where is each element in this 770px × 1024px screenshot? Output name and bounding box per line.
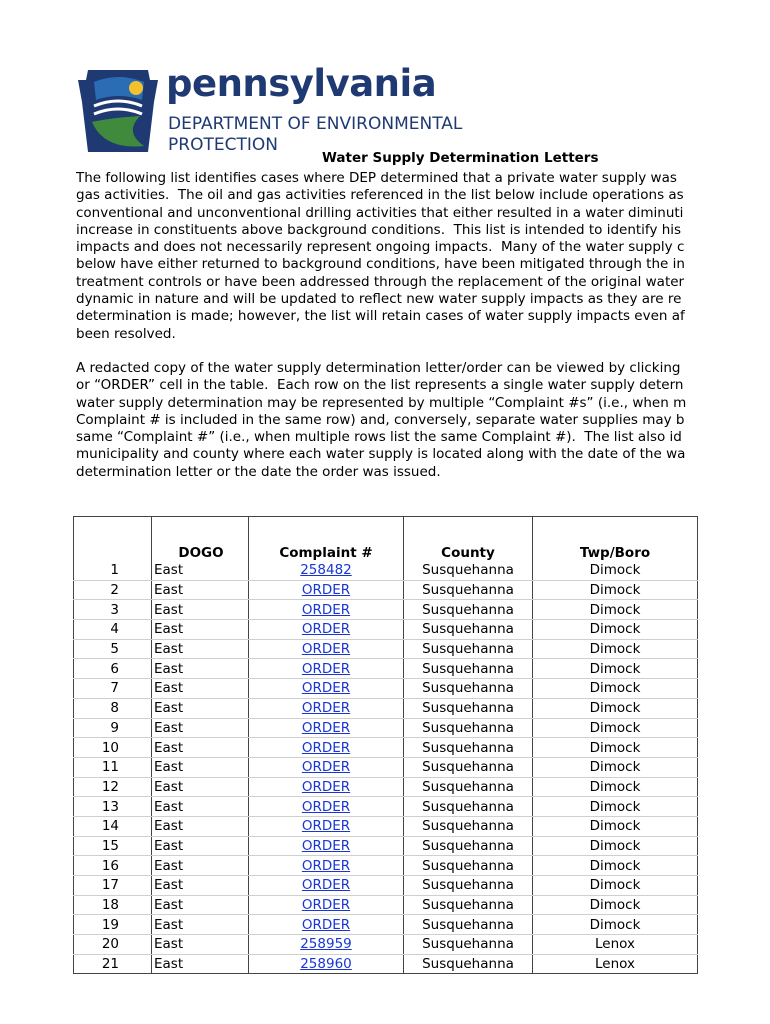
table-row bbox=[74, 600, 698, 620]
dogo-cell: East bbox=[152, 797, 249, 817]
county-cell: Susquehanna bbox=[404, 561, 533, 580]
dogo-cell: East bbox=[152, 679, 249, 699]
county-cell: Susquehanna bbox=[404, 856, 533, 876]
dogo-cell: East bbox=[152, 816, 249, 836]
paragraph-line: water supply determination may be represented by multiple “Complaint #s” (i.e., when m bbox=[76, 394, 687, 411]
table-row bbox=[74, 777, 698, 797]
header-dogo: DOGO bbox=[152, 517, 249, 562]
table-row bbox=[74, 895, 698, 915]
paragraph-line: dynamic in nature and will be updated to reflect new water supply impacts as they are re bbox=[76, 291, 682, 308]
brand-name: pennsylvania bbox=[166, 62, 437, 105]
county-cell: Susquehanna bbox=[404, 659, 533, 679]
row-number: 12 bbox=[74, 777, 152, 797]
county-cell: Susquehanna bbox=[404, 757, 533, 777]
paragraph-line: treatment controls or have been addressed through the replacement of the original water bbox=[76, 273, 685, 290]
county-cell: Susquehanna bbox=[404, 679, 533, 699]
twp-boro-cell: Dimock bbox=[533, 698, 698, 718]
complaint-link[interactable]: 258959 bbox=[300, 936, 352, 953]
complaint-cell bbox=[249, 580, 404, 600]
county-cell: Susquehanna bbox=[404, 698, 533, 718]
table-row bbox=[74, 915, 698, 935]
paragraph-line: impacts and does not necessarily represent ongoing impacts. Many of the water supply c bbox=[76, 239, 685, 256]
twp-boro-cell: Dimock bbox=[533, 659, 698, 679]
paragraph-line: municipality and county where each water supply is located along with the date of the wa bbox=[76, 446, 686, 463]
complaint-cell bbox=[249, 876, 404, 896]
complaint-link[interactable]: ORDER bbox=[301, 759, 351, 776]
header-number bbox=[74, 517, 152, 562]
complaint-cell bbox=[249, 757, 404, 777]
complaint-cell bbox=[249, 639, 404, 659]
complaint-cell bbox=[249, 679, 404, 699]
complaint-link[interactable]: ORDER bbox=[301, 641, 351, 658]
complaint-cell bbox=[249, 895, 404, 915]
complaint-cell bbox=[249, 561, 404, 580]
header-twp-boro: Twp/Boro bbox=[533, 517, 698, 562]
table-row bbox=[74, 718, 698, 738]
complaint-link[interactable]: ORDER bbox=[301, 601, 351, 618]
table-row bbox=[74, 757, 698, 777]
complaint-cell bbox=[249, 797, 404, 817]
row-number: 19 bbox=[74, 915, 152, 935]
complaint-cell bbox=[249, 816, 404, 836]
complaint-cell bbox=[249, 718, 404, 738]
twp-boro-cell: Dimock bbox=[533, 915, 698, 935]
paragraph-line: same “Complaint #” (i.e., when multiple rows list the same Complaint #). The list also id bbox=[76, 429, 682, 446]
dogo-cell: East bbox=[152, 639, 249, 659]
table-row bbox=[74, 856, 698, 876]
dogo-cell: East bbox=[152, 876, 249, 896]
table-row bbox=[74, 816, 698, 836]
county-cell: Susquehanna bbox=[404, 738, 533, 758]
complaint-cell bbox=[249, 777, 404, 797]
document-title: Water Supply Determination Letters bbox=[322, 150, 599, 166]
row-number: 17 bbox=[74, 876, 152, 896]
twp-boro-cell: Lenox bbox=[533, 935, 698, 955]
table-body bbox=[74, 561, 698, 974]
complaint-link[interactable]: ORDER bbox=[301, 837, 351, 854]
paragraph-line: Complaint # is included in the same row) and, conversely, separate water supplies may b bbox=[76, 411, 685, 428]
complaint-link[interactable]: ORDER bbox=[301, 739, 351, 756]
paragraph-line: been resolved. bbox=[76, 325, 176, 342]
county-cell: Susquehanna bbox=[404, 797, 533, 817]
complaint-link[interactable]: ORDER bbox=[301, 916, 351, 933]
complaint-cell bbox=[249, 836, 404, 856]
table-row bbox=[74, 580, 698, 600]
complaint-cell bbox=[249, 856, 404, 876]
row-number: 2 bbox=[74, 580, 152, 600]
paragraph-line: or “ORDER” cell in the table. Each row on the list represents a single water supply detern bbox=[76, 377, 684, 394]
row-number: 10 bbox=[74, 738, 152, 758]
complaint-cell bbox=[249, 620, 404, 640]
twp-boro-cell: Dimock bbox=[533, 738, 698, 758]
complaint-link[interactable]: ORDER bbox=[301, 897, 351, 914]
dogo-cell: East bbox=[152, 718, 249, 738]
table-row bbox=[74, 954, 698, 974]
twp-boro-cell: Dimock bbox=[533, 777, 698, 797]
table-header-row bbox=[74, 517, 698, 562]
complaint-link[interactable]: ORDER bbox=[301, 680, 351, 697]
row-number: 8 bbox=[74, 698, 152, 718]
table-row bbox=[74, 876, 698, 896]
row-number: 7 bbox=[74, 679, 152, 699]
row-number: 13 bbox=[74, 797, 152, 817]
row-number: 20 bbox=[74, 935, 152, 955]
paragraph-line: determination letter or the date the order was issued. bbox=[76, 463, 441, 480]
twp-boro-cell: Dimock bbox=[533, 895, 698, 915]
paragraph-line: conventional and unconventional drilling activities that either resulted in a water diminuti bbox=[76, 204, 684, 221]
complaint-cell bbox=[249, 915, 404, 935]
county-cell: Susquehanna bbox=[404, 816, 533, 836]
county-cell: Susquehanna bbox=[404, 935, 533, 955]
complaint-cell bbox=[249, 935, 404, 955]
county-cell: Susquehanna bbox=[404, 600, 533, 620]
complaint-link[interactable]: ORDER bbox=[301, 582, 351, 599]
dogo-cell: East bbox=[152, 836, 249, 856]
county-cell: Susquehanna bbox=[404, 718, 533, 738]
dogo-cell: East bbox=[152, 915, 249, 935]
county-cell: Susquehanna bbox=[404, 915, 533, 935]
complaint-link[interactable]: 258960 bbox=[300, 956, 352, 973]
county-cell: Susquehanna bbox=[404, 895, 533, 915]
intro-paragraph-2 bbox=[76, 360, 698, 481]
complaint-link[interactable]: ORDER bbox=[301, 818, 351, 835]
intro-paragraph-1 bbox=[76, 170, 698, 343]
twp-boro-cell: Dimock bbox=[533, 561, 698, 580]
county-cell: Susquehanna bbox=[404, 580, 533, 600]
dogo-cell: East bbox=[152, 757, 249, 777]
dogo-cell: East bbox=[152, 698, 249, 718]
dogo-cell: East bbox=[152, 620, 249, 640]
table-row bbox=[74, 561, 698, 580]
complaint-link[interactable]: ORDER bbox=[301, 719, 351, 736]
complaint-link[interactable]: ORDER bbox=[301, 778, 351, 795]
table-row bbox=[74, 738, 698, 758]
twp-boro-cell: Dimock bbox=[533, 639, 698, 659]
county-cell: Susquehanna bbox=[404, 777, 533, 797]
complaint-cell bbox=[249, 698, 404, 718]
dogo-cell: East bbox=[152, 600, 249, 620]
complaint-link[interactable]: 258482 bbox=[300, 562, 352, 579]
twp-boro-cell: Dimock bbox=[533, 797, 698, 817]
twp-boro-cell: Dimock bbox=[533, 600, 698, 620]
table-row bbox=[74, 659, 698, 679]
row-number: 14 bbox=[74, 816, 152, 836]
table-row bbox=[74, 935, 698, 955]
row-number: 11 bbox=[74, 757, 152, 777]
county-cell: Susquehanna bbox=[404, 876, 533, 896]
department-line-2: PROTECTION bbox=[168, 135, 278, 155]
department-line-1: DEPARTMENT OF ENVIRONMENTAL bbox=[168, 114, 463, 134]
dogo-cell: East bbox=[152, 561, 249, 580]
complaint-link[interactable]: ORDER bbox=[301, 857, 351, 874]
complaint-link[interactable]: ORDER bbox=[301, 621, 351, 638]
dogo-cell: East bbox=[152, 856, 249, 876]
twp-boro-cell: Dimock bbox=[533, 856, 698, 876]
complaint-cell bbox=[249, 600, 404, 620]
dogo-cell: East bbox=[152, 738, 249, 758]
dogo-cell: East bbox=[152, 580, 249, 600]
row-number: 15 bbox=[74, 836, 152, 856]
row-number: 5 bbox=[74, 639, 152, 659]
paragraph-line: The following list identifies cases where DEP determined that a private water supply was bbox=[76, 170, 677, 186]
dogo-cell: East bbox=[152, 777, 249, 797]
dogo-cell: East bbox=[152, 954, 249, 974]
complaint-cell bbox=[249, 954, 404, 974]
pa-dep-logo bbox=[74, 62, 474, 160]
paragraph-line: determination is made; however, the list will retain cases of water supply impacts even af bbox=[76, 308, 685, 325]
row-number: 1 bbox=[74, 561, 152, 580]
header-complaint: Complaint # bbox=[249, 517, 404, 562]
table-row bbox=[74, 836, 698, 856]
dogo-cell: East bbox=[152, 659, 249, 679]
row-number: 4 bbox=[74, 620, 152, 640]
table-row bbox=[74, 620, 698, 640]
paragraph-line: A redacted copy of the water supply determination letter/order can be viewed by clicking bbox=[76, 359, 681, 376]
complaint-cell bbox=[249, 738, 404, 758]
row-number: 6 bbox=[74, 659, 152, 679]
complaint-cell bbox=[249, 659, 404, 679]
twp-boro-cell: Dimock bbox=[533, 679, 698, 699]
keystone-logo-icon bbox=[74, 66, 162, 160]
complaint-link[interactable]: ORDER bbox=[301, 877, 351, 894]
table-row bbox=[74, 797, 698, 817]
row-number: 18 bbox=[74, 895, 152, 915]
intro-text bbox=[76, 170, 698, 481]
twp-boro-cell: Dimock bbox=[533, 580, 698, 600]
twp-boro-cell: Dimock bbox=[533, 757, 698, 777]
twp-boro-cell: Dimock bbox=[533, 876, 698, 896]
county-cell: Susquehanna bbox=[404, 639, 533, 659]
table-row bbox=[74, 679, 698, 699]
twp-boro-cell: Dimock bbox=[533, 620, 698, 640]
twp-boro-cell: Dimock bbox=[533, 816, 698, 836]
table-row bbox=[74, 698, 698, 718]
twp-boro-cell: Dimock bbox=[533, 718, 698, 738]
determination-table bbox=[73, 516, 698, 974]
row-number: 16 bbox=[74, 856, 152, 876]
dogo-cell: East bbox=[152, 935, 249, 955]
paragraph-line: increase in constituents above background conditions. This list is intended to identify his bbox=[76, 221, 682, 238]
county-cell: Susquehanna bbox=[404, 836, 533, 856]
complaint-link[interactable]: ORDER bbox=[301, 700, 351, 717]
row-number: 3 bbox=[74, 600, 152, 620]
dogo-cell: East bbox=[152, 895, 249, 915]
row-number: 21 bbox=[74, 954, 152, 974]
table-row bbox=[74, 639, 698, 659]
county-cell: Susquehanna bbox=[404, 954, 533, 974]
header-county: County bbox=[404, 517, 533, 562]
twp-boro-cell: Dimock bbox=[533, 836, 698, 856]
paragraph-line: below have either returned to background conditions, have been mitigated through the in bbox=[76, 256, 685, 273]
paragraph-line: gas activities. The oil and gas activities referenced in the list below include operations as bbox=[76, 187, 684, 204]
complaint-link[interactable]: ORDER bbox=[301, 798, 351, 815]
row-number: 9 bbox=[74, 718, 152, 738]
twp-boro-cell: Lenox bbox=[533, 954, 698, 974]
county-cell: Susquehanna bbox=[404, 620, 533, 640]
complaint-link[interactable]: ORDER bbox=[301, 660, 351, 677]
